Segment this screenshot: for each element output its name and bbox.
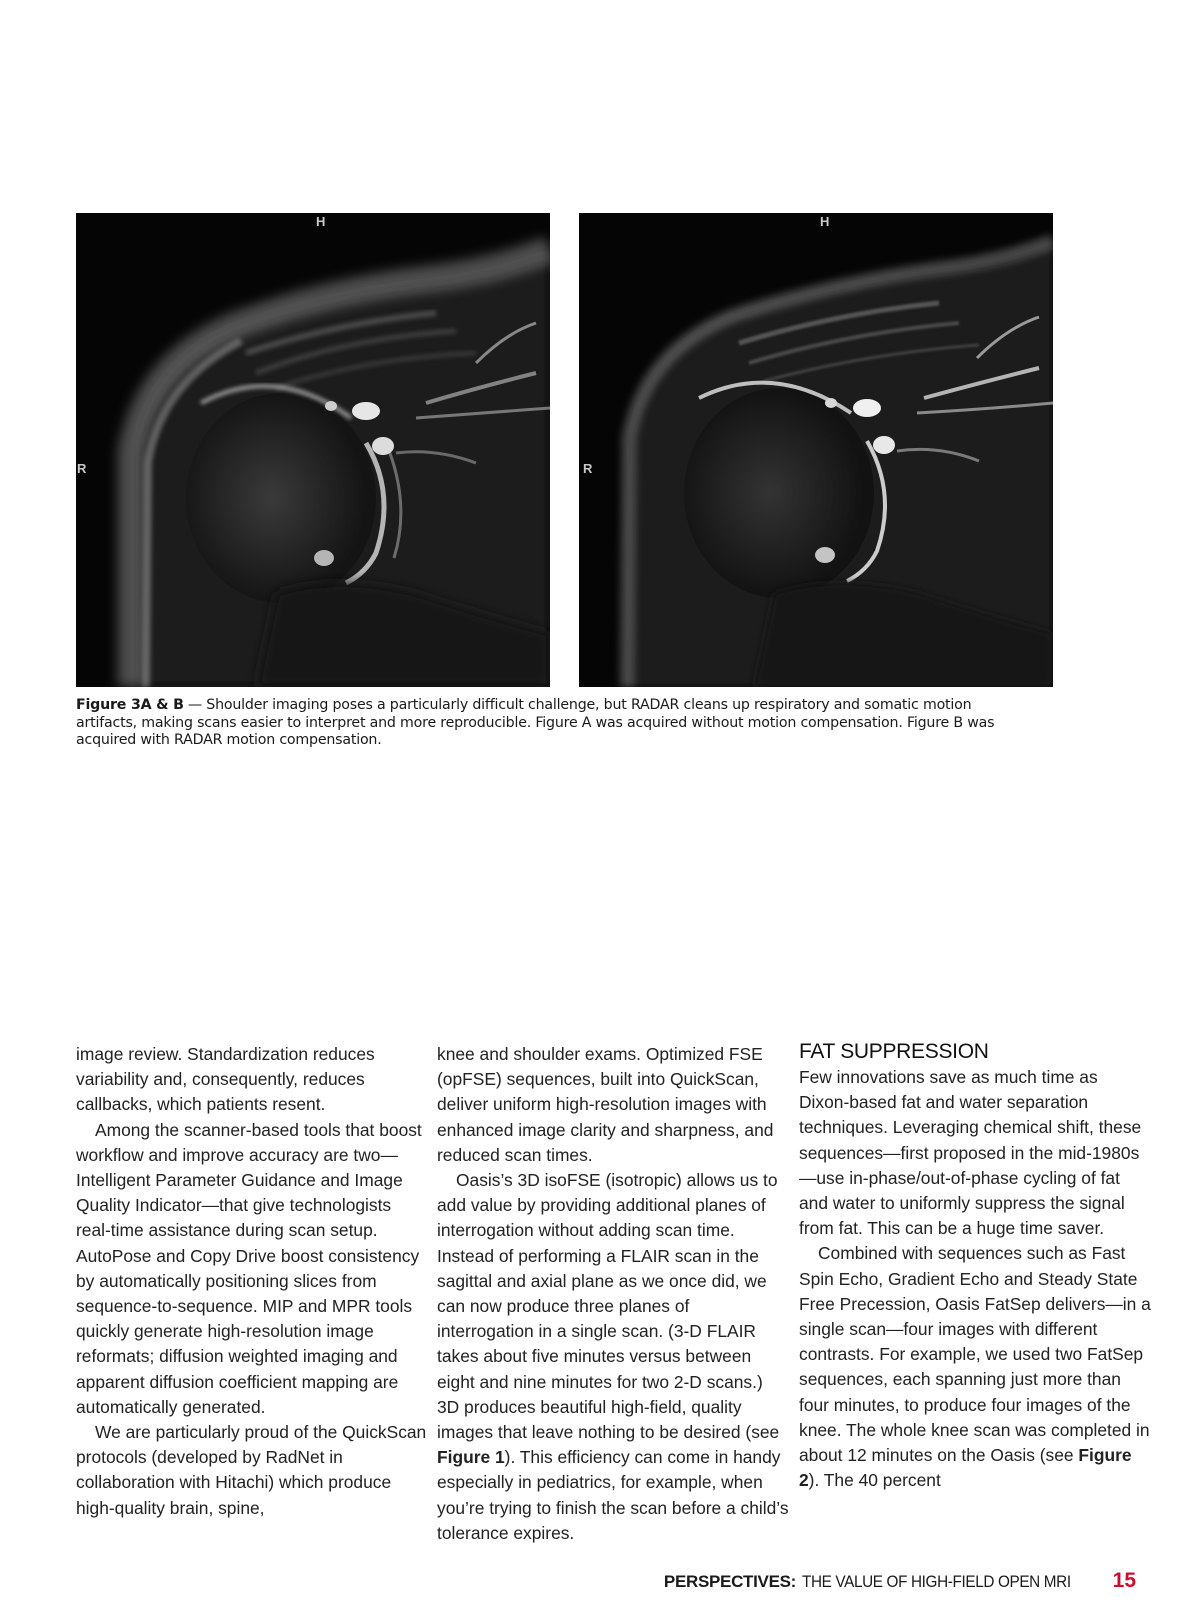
mri-image-a [76, 213, 550, 687]
paragraph-text: Oasis’s 3D isoFSE (isotropic) allows us to add value by providing additional planes of interrogation without adding scan time. Instead of performing a FLAIR scan in the sagittal and axial plane as we once did, we can now produce three planes of interrogation in a single scan. (3-D FLAIR takes about five minutes versus between eight and nine minutes for two 2-D scans.) 3D produces beautiful high-field, quality images that leave nothing to be desired (see [437, 1170, 780, 1443]
paragraph-text: ). This efficiency can come in handy especially in pediatrics, for example, when you’re trying to finish the scan before a child’s tolerance expires. [437, 1447, 789, 1543]
figure-caption [76, 697, 1036, 750]
mri-image-b [579, 213, 1053, 687]
footer-title: THE VALUE OF HIGH-FIELD OPEN MRI [802, 1572, 1071, 1591]
article-column-2 [437, 1042, 789, 1546]
footer-label: PERSPECTIVES: [663, 1572, 797, 1591]
paragraph-text: ). The 40 percent [808, 1470, 941, 1491]
caption-label: Figure 3A & B [76, 697, 184, 713]
article-column-1 [76, 1042, 428, 1521]
caption-text: — Shoulder imaging poses a particularly difficult challenge, but RADAR cleans up respiratory and somatic motion artifacts, making scans easier to interpret and more reproducible. Figure A was acquired without motion compensation. Figure B was acquired with RADAR motion compensation. [76, 697, 995, 748]
article-column-3 [799, 1039, 1151, 1493]
paragraph [437, 1168, 789, 1546]
shoulder-mri-illustration-a [76, 213, 550, 687]
paragraph: knee and shoulder exams. Optimized FSE (opFSE) sequences, built into QuickScan, deliver uniform high-resolution images with enhanced image clarity and sharpness, and reduced scan times. [437, 1044, 774, 1165]
paragraph: Few innovations save as much time as Dixon-based fat and water separation techniques. Leveraging chemical shift, these sequences—first proposed in the mid-1980s—use in-phase/out-of-phase cycling of fat and water to uniformly suppress the signal from fat. This can be a huge time saver. [799, 1067, 1142, 1239]
orientation-marker-head: H [316, 214, 326, 229]
orientation-marker-right: R [77, 461, 87, 476]
paragraph [799, 1241, 1151, 1493]
page-number: 15 [1112, 1569, 1136, 1592]
paragraph: image review. Standardization reduces variability and, consequently, reduces callbacks, which patients resent. [76, 1044, 375, 1115]
orientation-marker-head: H [820, 214, 830, 229]
paragraph: We are particularly proud of the QuickScan protocols (developed by RadNet in collaboration with Hitachi) which produce high-quality brain, spine, [76, 1422, 427, 1518]
figure-reference: Figure 1 [437, 1447, 505, 1468]
section-heading: FAT SUPPRESSION [799, 1040, 989, 1063]
page-footer [664, 1569, 1136, 1593]
orientation-marker-right: R [583, 461, 593, 476]
figure-reference: Figure 2 [799, 1445, 1132, 1491]
shoulder-mri-illustration-b [579, 213, 1053, 687]
paragraph: Among the scanner-based tools that boost workflow and improve accuracy are two—Intelligent Parameter Guidance and Image Quality Indicator—that give technologists real-time assistance during scan setup. AutoPose and Copy Drive boost consistency by automatically positioning slices from sequence-to-sequence. MIP and MPR tools quickly generate high-resolution image reformats; diffusion weighted imaging and apparent diffusion coefficient mapping are automatically generated. [76, 1119, 422, 1417]
paragraph-text: Combined with sequences such as Fast Spin Echo, Gradient Echo and Steady State Free Precession, Oasis FatSep delivers—in a single scan—four images with different contrasts. For example, we used two FatSep sequences, each spanning just more than four minutes, to produce four images of the knee. The whole knee scan was completed in about 12 minutes on the Oasis (see [799, 1243, 1151, 1466]
